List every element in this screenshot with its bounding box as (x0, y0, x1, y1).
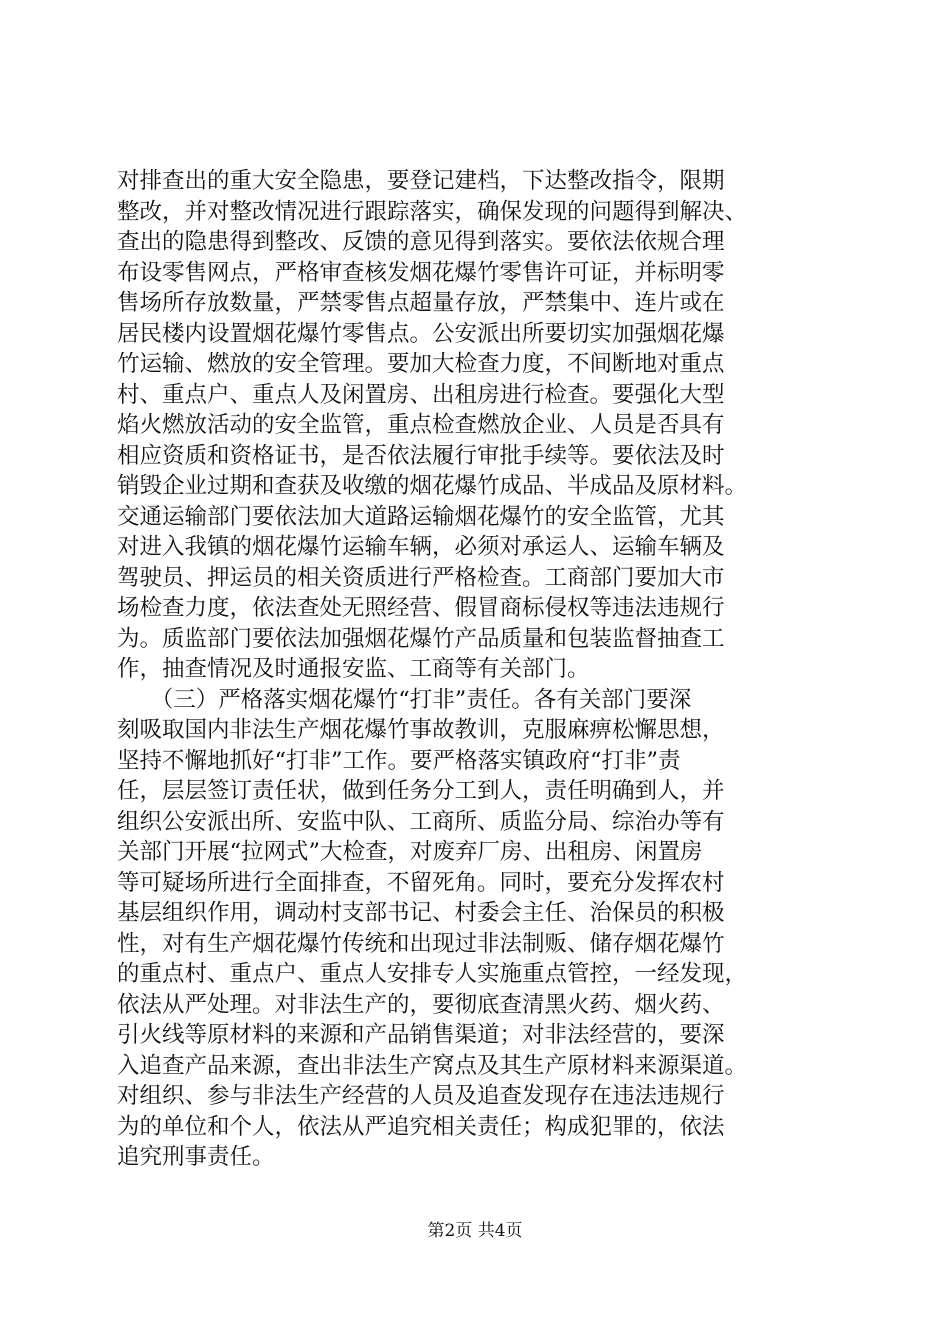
text-line: 为。质监部门要依法加强烟花爆竹产品质量和包装监督抽查工 (117, 625, 725, 652)
text-line: 等可疑场所进行全面排查，不留死角。同时，要充分发挥农村 (117, 869, 725, 896)
text-line: 交通运输部门要依法加大道路运输烟花爆竹的安全监管，尤其 (117, 503, 725, 530)
text-line: 布设零售网点，严格审查核发烟花爆竹零售许可证，并标明零 (117, 259, 725, 286)
text-line: 销毁企业过期和查获及收缴的烟花爆竹成品、半成品及原材料。 (117, 473, 748, 499)
text-line: 追究刑事责任。 (117, 1144, 275, 1170)
text-line: 坚持不懈地抓好“打非”工作。要严格落实镇政府“打非”责 (117, 747, 681, 774)
text-line: 售场所存放数量，严禁零售点超量存放，严禁集中、连片或在 (117, 290, 725, 316)
text-line: 组织公安派出所、安监中队、工商所、质监分局、综治办等有 (117, 808, 725, 835)
text-line: 为的单位和个人，依法从严追究相关责任；构成犯罪的，依法 (117, 1113, 725, 1140)
text-line: 场检查力度，依法查处无照经营、假冒商标侵权等违法违规行 (117, 595, 725, 621)
text-line: 驾驶员、押运员的相关资质进行严格检查。工商部门要加大市 (117, 564, 725, 591)
text-line: 查出的隐患得到整改、反馈的意见得到落实。要依法依规合理 (117, 229, 725, 255)
text-line: 作，抽查情况及时通报安监、工商等有关部门。 (117, 656, 590, 682)
text-line: （三）严格落实烟花爆竹“打非”责任。各有关部门要深 (117, 686, 692, 713)
text-line: 村、重点户、重点人及闲置房、出租房进行检查。要强化大型 (117, 381, 725, 408)
text-line: 刻吸取国内非法生产烟花爆竹事故教训，克服麻痹松懈思想， (117, 717, 725, 743)
page-footer (0, 1216, 950, 1241)
text-line: 对进入我镇的烟花爆竹运输车辆，必须对承运人、运输车辆及 (117, 534, 725, 560)
text-line: 对组织、参与非法生产经营的人员及追查发现存在违法违规行 (117, 1083, 725, 1109)
text-line: 相应资质和资格证书，是否依法履行审批手续等。要依法及时 (117, 442, 725, 469)
text-line: 性，对有生产烟花爆竹传统和出现过非法制贩、储存烟花爆竹 (117, 930, 725, 957)
body-text (117, 166, 857, 1173)
text-line: 基层组织作用，调动村支部书记、村委会主任、治保员的积极 (117, 900, 725, 926)
page-number-label: 第2页 共4页 (427, 1221, 523, 1241)
text-line: 的重点村、重点户、重点人安排专人实施重点管控，一经发现， (117, 961, 748, 987)
text-line: 入追查产品来源，查出非法生产窝点及其生产原材料来源渠道。 (117, 1052, 748, 1079)
text-line: 依法从严处理。对非法生产的，要彻底查清黑火药、烟火药、 (117, 991, 725, 1018)
text-line: 关部门开展“拉网式”大检查，对废弃厂房、出租房、闲置房 (117, 839, 703, 865)
text-line: 竹运输、燃放的安全管理。要加大检查力度，不间断地对重点 (117, 351, 725, 377)
text-line: 整改，并对整改情况进行跟踪落实，确保发现的问题得到解决、 (117, 198, 748, 225)
text-line: 引火线等原材料的来源和产品销售渠道；对非法经营的，要深 (117, 1022, 725, 1048)
text-line: 居民楼内设置烟花爆竹零售点。公安派出所要切实加强烟花爆 (117, 320, 725, 347)
text-line: 任，层层签订责任状，做到任务分工到人，责任明确到人，并 (117, 778, 725, 804)
text-line: 焰火燃放活动的安全监管，重点检查燃放企业、人员是否具有 (117, 412, 725, 438)
text-line: 对排查出的重大安全隐患，要登记建档，下达整改指令，限期 (117, 168, 725, 194)
